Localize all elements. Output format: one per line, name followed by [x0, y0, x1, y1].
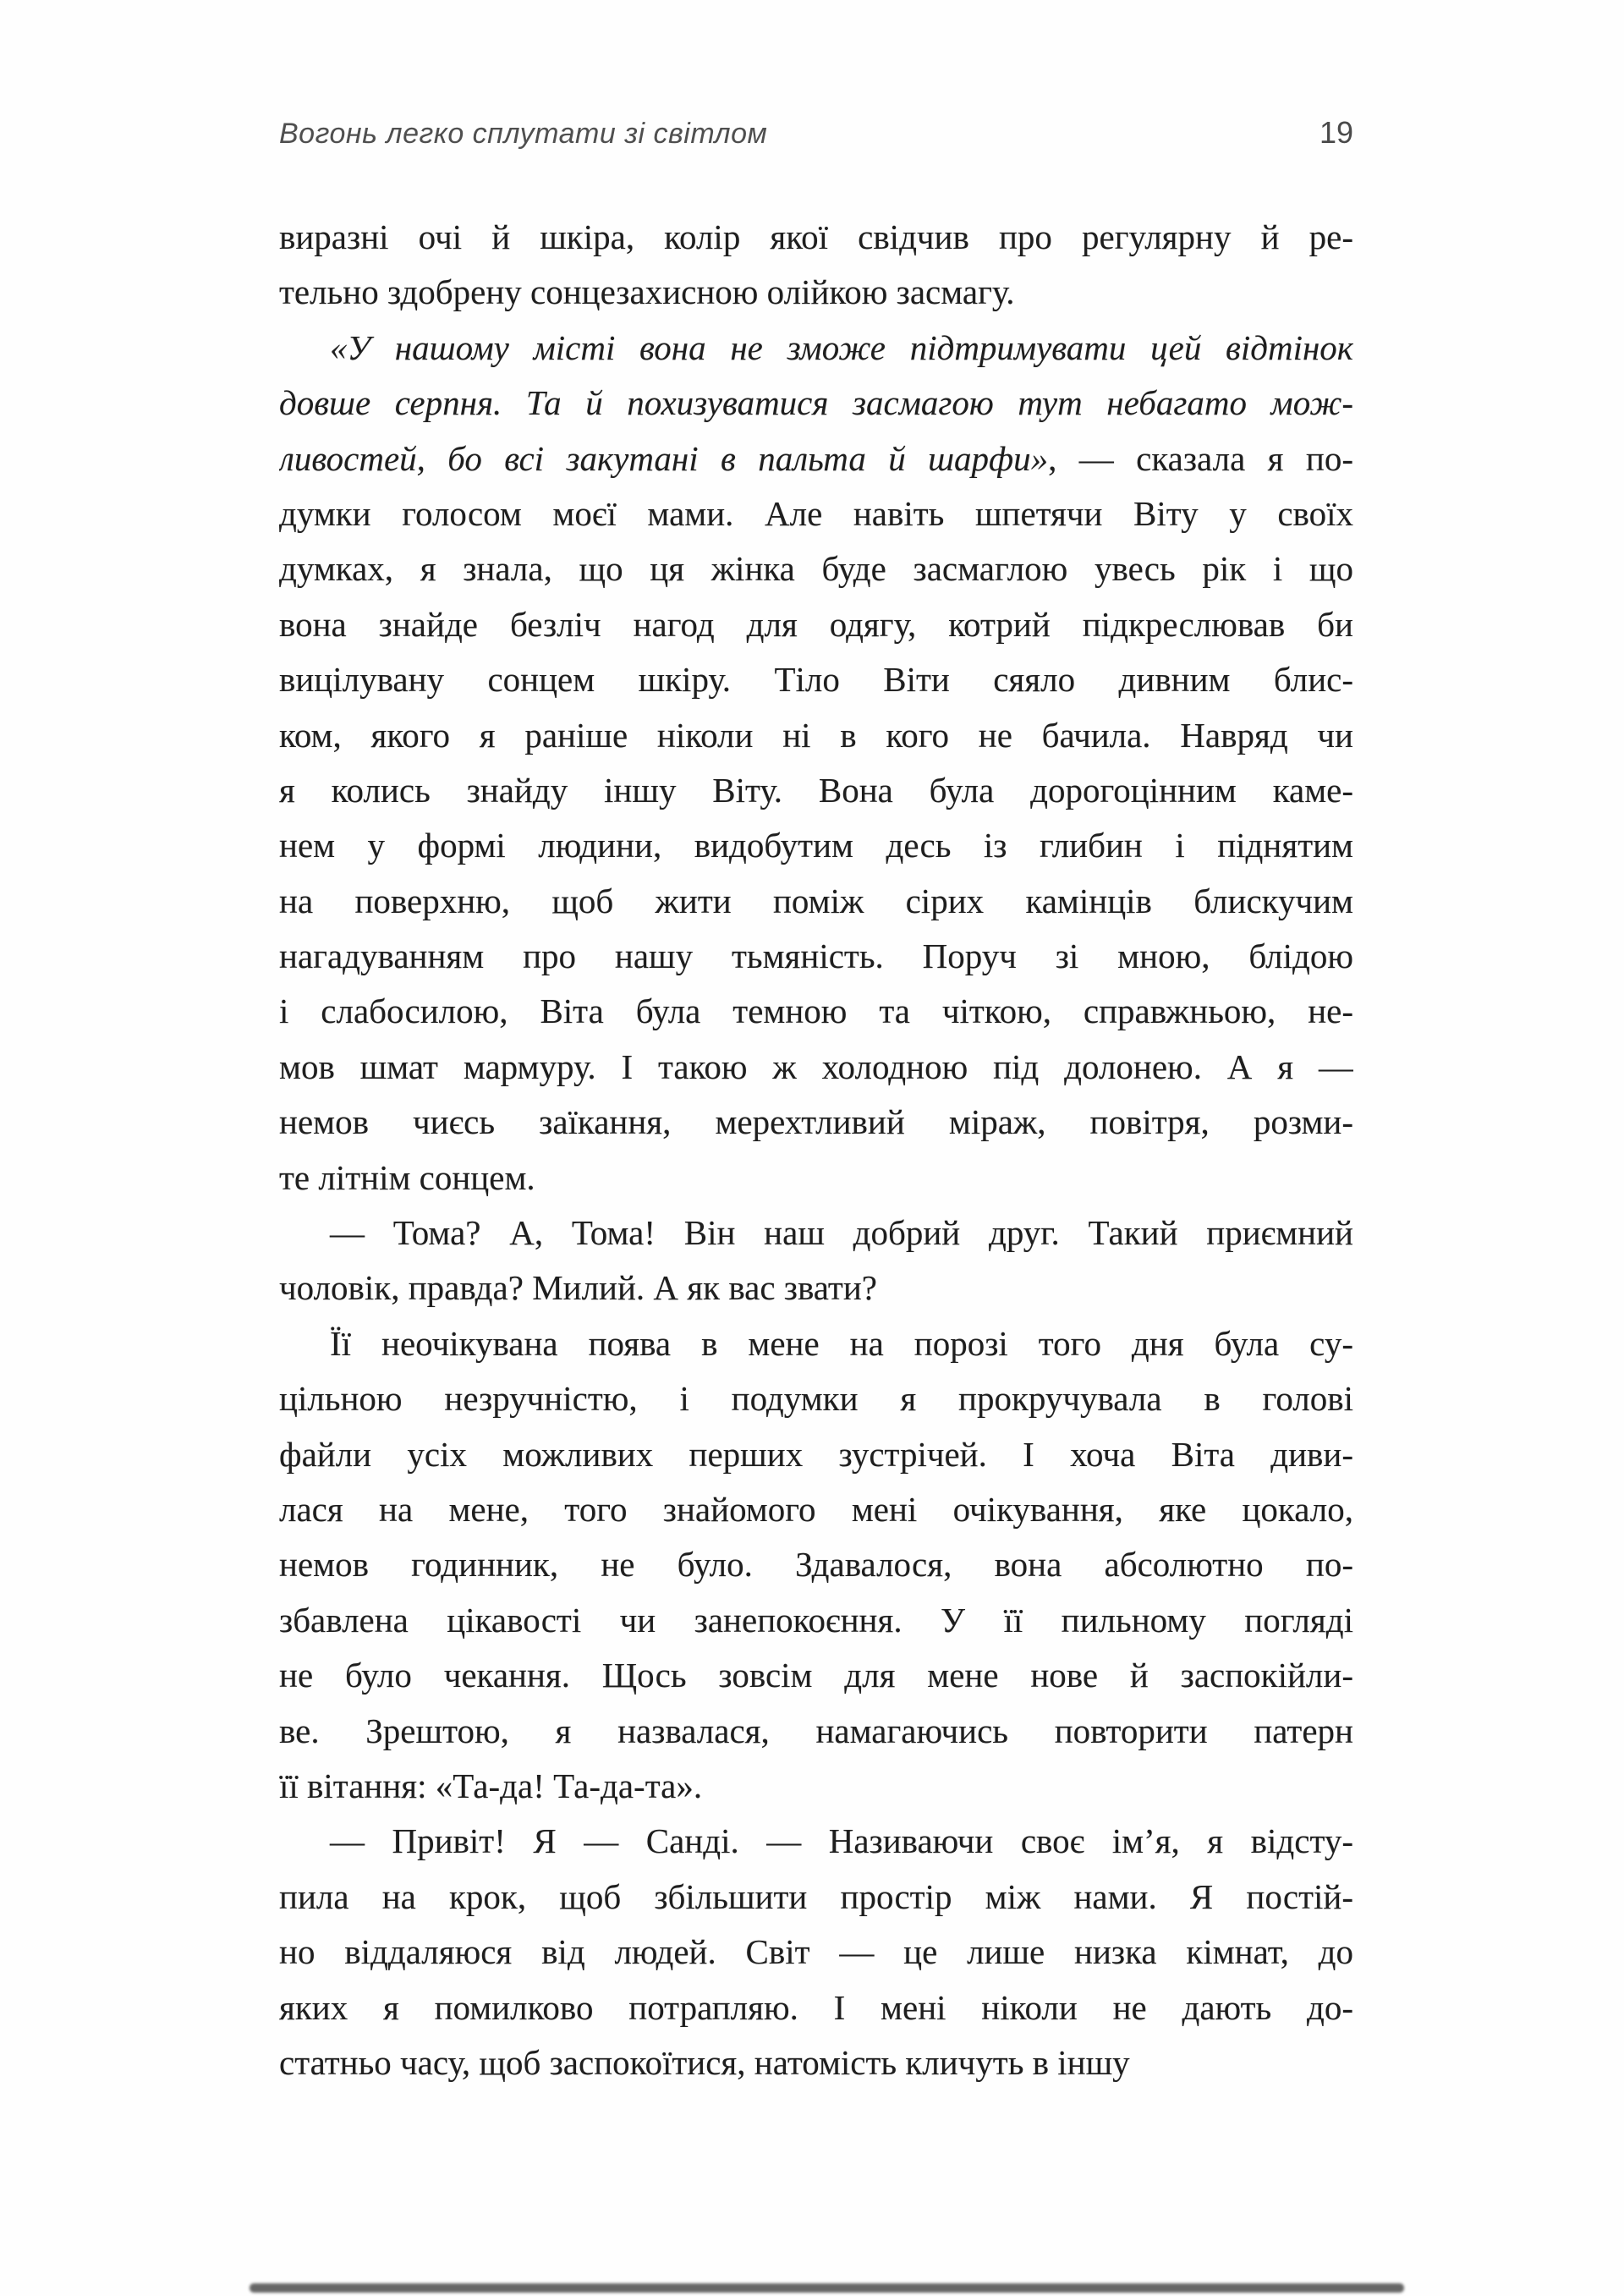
text-line [279, 984, 1353, 1039]
text-line [279, 1427, 1353, 1482]
text-line [279, 1759, 1353, 1814]
text-line [279, 1151, 1353, 1206]
text-line [279, 1206, 1353, 1261]
text-line [279, 2035, 1353, 2090]
italic-text-segment: ливостей, бо всі закутані в пальта й шарфи» [279, 438, 1049, 478]
text-segment: немов чиєсь заїкання, мерехтливий міраж, повітря, розми- [279, 1102, 1353, 1142]
page-number: 19 [1319, 115, 1353, 150]
text-segment: цільною незручністю, і подумки я прокручувала в голові [279, 1379, 1353, 1419]
text-line [279, 431, 1353, 486]
text-segment: те літнім сонцем. [279, 1157, 535, 1197]
text-line [279, 486, 1353, 541]
text-segment: чоловік, правда? Милий. А як вас звати? [279, 1268, 877, 1308]
text-segment: вицілувану сонцем шкіру. Тіло Віти сяяло дивним блис- [279, 660, 1353, 700]
text-line [279, 1704, 1353, 1759]
text-line [279, 1593, 1353, 1648]
text-line [279, 763, 1353, 818]
text-segment: нагадуванням про нашу тьмяність. Поруч зі мною, блідою [279, 937, 1353, 976]
text-segment: ком, якого я раніше ніколи ні в кого не бачила. Навряд чи [279, 715, 1353, 755]
text-line [279, 1040, 1353, 1095]
text-segment: вона знайде безліч нагод для одягу, котрий підкреслював би [279, 604, 1353, 644]
text-segment: думках, я знала, що ця жінка буде засмаглою увесь рік і що [279, 549, 1353, 589]
text-line [279, 929, 1353, 984]
text-segment: лася на мене, того знайомого мені очікування, яке цокало, [279, 1489, 1353, 1529]
text-segment: — Привіт! Я — Санді. — Називаючи своє ім’я, я відсту- [330, 1821, 1353, 1861]
text-segment: думки голосом моєї мами. Але навіть шпетячи Віту у своїх [279, 493, 1353, 533]
text-segment: я колись знайду іншу Віту. Вона була дорогоцінним каме- [279, 770, 1353, 810]
text-segment: нем у формі людини, видобутим десь із глибин і піднятим [279, 826, 1353, 865]
text-line [279, 1095, 1353, 1150]
italic-text-segment: довше серпня. Та й похизуватися засмагою тут небагато мож- [279, 383, 1353, 423]
text-segment: Її неочікувана поява в мене на порозі того дня була су- [330, 1323, 1353, 1363]
text-block [279, 210, 1353, 2090]
running-head: Вогонь легко сплутати зі світлом [279, 118, 768, 150]
text-segment: — Тома? А, Тома! Він наш добрий друг. Такий приємний [330, 1213, 1353, 1253]
text-line [279, 1925, 1353, 1980]
text-segment: не було чекання. Щось зовсім для мене нове й заспокійли- [279, 1656, 1353, 1695]
text-segment: яких я помилково потрапляю. І мені ніколи не дають до- [279, 1987, 1353, 2027]
text-segment: і слабосилою, Віта була темною та чіткою, справжньою, не- [279, 991, 1353, 1031]
text-line [279, 265, 1353, 320]
text-line [279, 818, 1353, 873]
text-line [279, 1261, 1353, 1316]
text-line [279, 1980, 1353, 2035]
text-segment: пила на крок, щоб збільшити простір між нами. Я постій- [279, 1876, 1353, 1916]
text-segment: тельно здобрену сонцезахисною олійкою засмагу. [279, 272, 1015, 312]
text-segment: збавлена цікавості чи занепокоєння. У її пильному погляді [279, 1600, 1353, 1640]
text-line [279, 1316, 1353, 1371]
text-segment: файли усіх можливих перших зустрічей. І хоча Віта диви- [279, 1434, 1353, 1474]
text-line [279, 321, 1353, 376]
text-line [279, 874, 1353, 929]
text-segment: її вітання: «Та-да! Та-да-та». [279, 1766, 703, 1805]
text-line [279, 652, 1353, 707]
text-segment: но віддаляюся від людей. Світ — це лише низка кімнат, до [279, 1932, 1353, 1972]
text-segment: мов шмат мармуру. І такою ж холодною під долонею. А я — [279, 1046, 1353, 1086]
text-line [279, 1870, 1353, 1925]
italic-text-segment: «У нашому місті вона не зможе підтримувати цей відтінок [330, 327, 1353, 367]
text-line [279, 1482, 1353, 1537]
text-line [279, 1814, 1353, 1869]
text-line [279, 1371, 1353, 1426]
text-segment: на поверхню, щоб жити поміж сірих камінців блискучим [279, 881, 1353, 920]
text-line [279, 541, 1353, 596]
text-line [279, 376, 1353, 431]
text-segment: статньо часу, щоб заспокоїтися, натомість кличуть в іншу [279, 2042, 1130, 2082]
text-line [279, 1648, 1353, 1703]
text-line [279, 210, 1353, 265]
text-segment: виразні очі й шкіра, колір якої свідчив про регулярну й ре- [279, 217, 1353, 256]
text-line [279, 708, 1353, 763]
text-line [279, 1537, 1353, 1592]
text-segment: немов годинник, не було. Здавалося, вона абсолютно по- [279, 1545, 1353, 1585]
text-segment: , — сказала я по- [1048, 438, 1353, 478]
page-edge-shadow [250, 2283, 1404, 2293]
text-line [279, 597, 1353, 652]
text-segment: ве. Зрештою, я назвалася, намагаючись повторити патерн [279, 1711, 1353, 1750]
